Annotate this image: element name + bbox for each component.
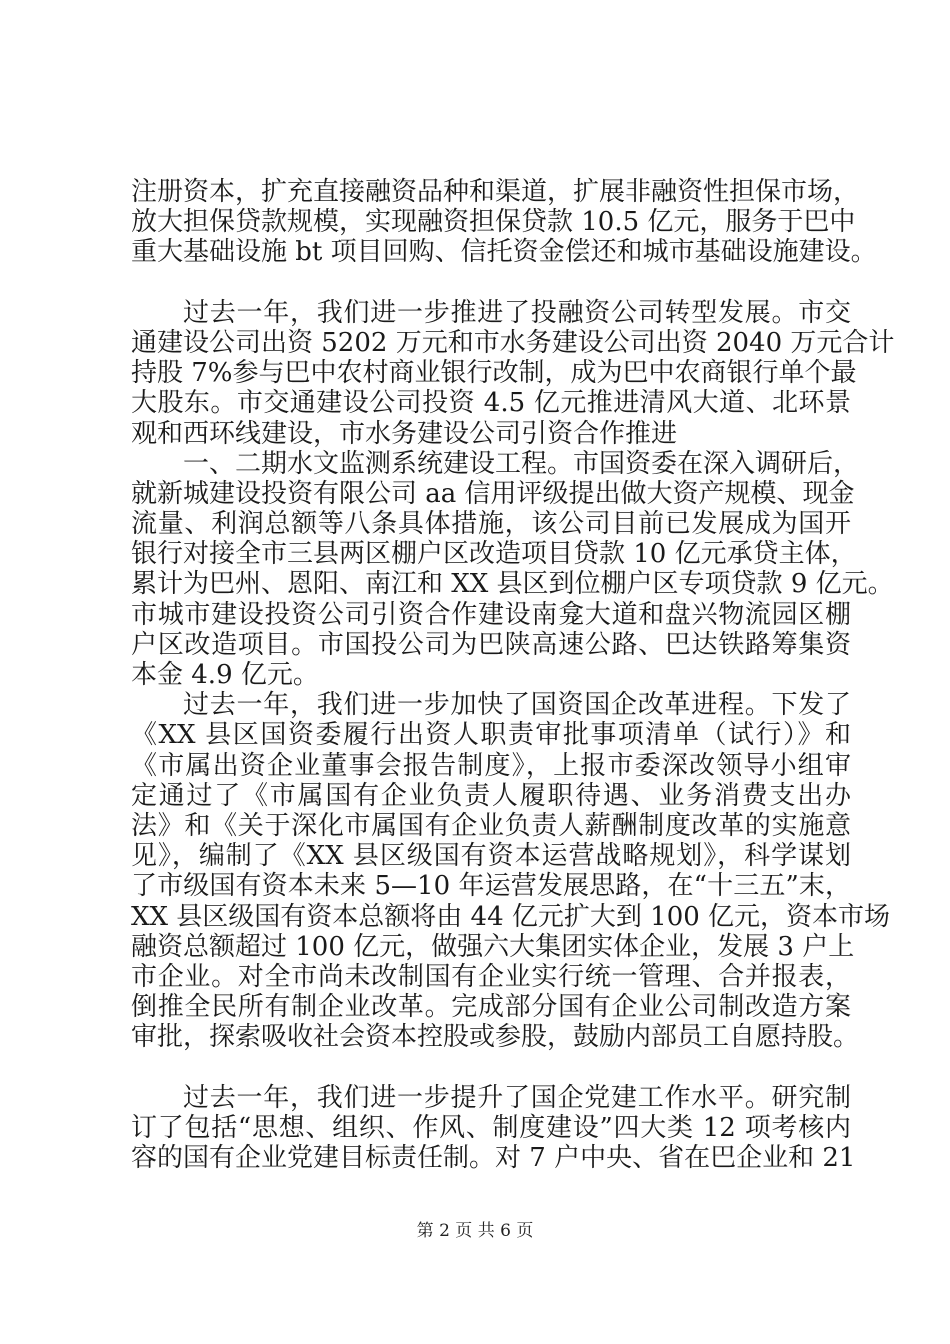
text-line: 定通过了《市属国有企业负责人履职待遇、业务消费支出办: [131, 780, 851, 811]
paragraph-gap: [131, 1052, 851, 1082]
paragraph: [131, 297, 895, 449]
text-line: 本金 4.9 亿元。: [131, 660, 319, 690]
paragraph: [131, 690, 891, 1053]
text-line: 市城市建设投资公司引资合作建设南龛大道和盘兴物流园区棚: [131, 599, 851, 630]
text-line: 容的国有企业党建目标责任制。对 7 户中央、省在巴企业和 21: [131, 1143, 856, 1173]
text-line: 订了包括“思想、组织、作风、制度建设”四大类 12 项考核内: [131, 1112, 851, 1143]
page-footer: 第 2 页 共 6 页: [416, 1221, 534, 1241]
paragraph: [131, 1082, 856, 1174]
paragraph: [131, 448, 894, 691]
text-line: 市企业。对全市尚未改制国有企业实行统一管理、合并报表，: [131, 961, 851, 992]
text-line: 银行对接全市三县两区棚户区改造项目贷款 10 亿元承贷主体，: [131, 539, 857, 570]
text-line: 流量、利润总额等八条具体措施，该公司目前已发展成为国开: [131, 509, 851, 540]
text-line: 观和西环线建设，市水务建设公司引资合作推进: [131, 418, 678, 449]
paragraph-gap: [131, 268, 851, 298]
text-line: 累计为巴州、恩阳、南江和 XX 县区到位棚户区专项贷款 9 亿元。: [131, 569, 894, 600]
text-line: 重大基础设施 bt 项目回购、信托资金偿还和城市基础设施建设。: [131, 237, 877, 268]
text-line: 放大担保贷款规模，实现融资担保贷款 10.5 亿元，服务于巴中: [131, 207, 856, 238]
text-line: XX 县区级国有资本总额将由 44 亿元扩大到 100 亿元，资本市场: [131, 901, 891, 932]
text-line: 户区改造项目。市国投公司为巴陕高速公路、巴达铁路筹集资: [131, 629, 851, 660]
text-line: 过去一年，我们进一步推进了投融资公司转型发展。市交: [183, 297, 851, 328]
text-line: 了市级国有资本未来 5—10 年运营发展思路，在“十三五”末，: [131, 871, 851, 902]
document-body: [131, 177, 895, 1173]
text-line: 就新城建设投资有限公司 aa 信用评级提出做大资产规模、现金: [131, 478, 855, 509]
text-line: 《市属出资企业董事会报告制度》，上报市委深改领导小组审: [131, 750, 851, 781]
text-line: 大股东。市交通建设公司投资 4.5 亿元推进清风大道、北环景: [131, 388, 851, 419]
text-line: 过去一年，我们进一步提升了国企党建工作水平。研究制: [183, 1082, 851, 1113]
paragraph: [131, 177, 877, 268]
text-line: 通建设公司出资 5202 万元和市水务建设公司出资 2040 万元合计: [131, 327, 895, 358]
text-line: 注册资本，扩充直接融资品种和渠道，扩展非融资性担保市场，: [131, 177, 860, 207]
text-line: 融资总额超过 100 亿元，做强六大集团实体企业，发展 3 户上: [131, 931, 855, 962]
text-line: 过去一年，我们进一步加快了国资国企改革进程。下发了: [183, 690, 851, 721]
text-line: 法》和《关于深化市属国有企业负责人薪酬制度改革的实施意: [131, 810, 851, 841]
text-line: 持股 7%参与巴中农村商业银行改制，成为巴中农商银行单个最: [131, 358, 857, 389]
text-line: 审批，探索吸收社会资本控股或参股，鼓励内部员工自愿持股。: [131, 1022, 860, 1053]
text-line: 一、二期水文监测系统建设工程。市国资委在深入调研后，: [183, 448, 860, 479]
text-line: 见》，编制了《XX 县区级国有资本运营战略规划》，科学谋划: [131, 841, 851, 872]
text-line: 《XX 县区国资委履行出资人职责审批事项清单（试行）》和: [131, 720, 851, 751]
text-line: 倒推全民所有制企业改革。完成部分国有企业公司制改造方案: [131, 992, 851, 1023]
